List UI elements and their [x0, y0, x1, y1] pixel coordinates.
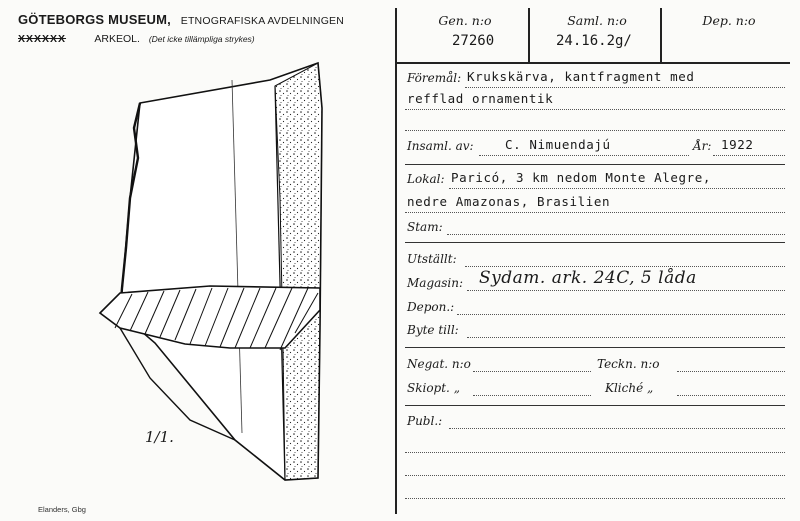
section-line	[18, 33, 255, 45]
lokal-row	[405, 172, 785, 192]
publ-line-1	[449, 428, 785, 429]
foremal-line-3	[405, 130, 785, 131]
museum-header	[18, 12, 344, 27]
byte-label: Byte till:	[407, 323, 459, 337]
lokal-label: Lokal:	[407, 172, 445, 186]
arkeol-label: ARKEOL.	[94, 33, 140, 45]
lokal-value-1: Paricó, 3 km nedom Monte Alegre,	[451, 170, 712, 185]
utstallt-label: Utställt:	[407, 252, 457, 266]
sherd-drawing	[90, 48, 330, 488]
negat-label: Negat. n:o	[407, 357, 471, 371]
foremal-line-1	[465, 87, 785, 88]
scale-label: 1/1.	[145, 428, 174, 446]
lokal-line-1	[449, 188, 785, 189]
depon-line	[457, 314, 785, 315]
museum-name: GÖTEBORGS MUSEUM,	[18, 12, 171, 27]
byte-row	[405, 323, 785, 343]
skiopt-row	[405, 381, 785, 401]
utstallt-line	[465, 266, 785, 267]
printer-label: Elanders, Gbg	[38, 505, 86, 514]
ar-value: 1922	[721, 137, 754, 152]
divider-4	[405, 405, 785, 406]
kliche-line	[677, 395, 785, 396]
gen-label: Gen. n:o	[438, 13, 492, 28]
publ-line-2	[405, 452, 785, 453]
foremal-value-2: refflad ornamentik	[407, 91, 554, 106]
insaml-label: Insaml. av:	[407, 139, 474, 153]
divider-2	[405, 242, 785, 243]
gen-value: 27260	[452, 33, 495, 49]
ar-line	[713, 155, 785, 156]
lokal-line-2	[405, 212, 785, 213]
skiopt-label: Skiopt. „	[407, 381, 460, 395]
insaml-row	[405, 139, 785, 159]
ar-label: År:	[693, 139, 712, 153]
foremal-row-2	[405, 93, 785, 113]
magasin-value: Sydam. ark. 24C, 5 låda	[479, 268, 697, 288]
foremal-value-1: Krukskärva, kantfragment med	[467, 69, 695, 84]
stam-line	[447, 234, 785, 235]
depon-label: Depon.:	[407, 300, 455, 314]
publ-label: Publ.:	[407, 414, 443, 428]
saml-value: 24.16.2g/	[556, 33, 632, 49]
header-divider	[395, 62, 790, 64]
foremal-label: Föremål:	[407, 71, 462, 85]
department-name: ETNOGRAFISKA AVDELNINGEN	[180, 15, 345, 27]
divider-1	[405, 164, 785, 165]
publ-line-4	[405, 498, 785, 499]
stam-label: Stam:	[407, 220, 443, 234]
lokal-row-2	[405, 196, 785, 216]
magasin-row	[405, 268, 785, 296]
strike-note: (Det icke tillämpliga strykes)	[148, 34, 255, 44]
struck-out-label: XXXXXX	[18, 33, 67, 45]
stam-row	[405, 220, 785, 240]
divider-3	[405, 347, 785, 348]
negat-line	[473, 371, 591, 372]
publ-line-3	[405, 475, 785, 476]
skiopt-line	[473, 395, 591, 396]
negat-row	[405, 357, 785, 377]
teckn-label: Teckn. n:o	[597, 357, 660, 371]
kliche-label: Kliché „	[605, 381, 654, 395]
saml-label: Saml. n:o	[567, 13, 627, 28]
foremal-line-2	[405, 109, 785, 110]
magasin-line	[467, 290, 785, 291]
insaml-line	[479, 155, 689, 156]
lokal-value-2: nedre Amazonas, Brasilien	[407, 194, 611, 209]
magasin-label: Magasin:	[407, 276, 464, 290]
insaml-value: C. Nimuendajú	[505, 137, 611, 152]
form-left-border	[395, 8, 397, 514]
publ-row	[405, 414, 785, 434]
dep-label: Dep. n:o	[702, 13, 756, 28]
foremal-row-3	[405, 114, 785, 134]
teckn-line	[677, 371, 785, 372]
depon-row	[405, 300, 785, 320]
foremal-row	[405, 71, 785, 91]
byte-line	[467, 337, 785, 338]
